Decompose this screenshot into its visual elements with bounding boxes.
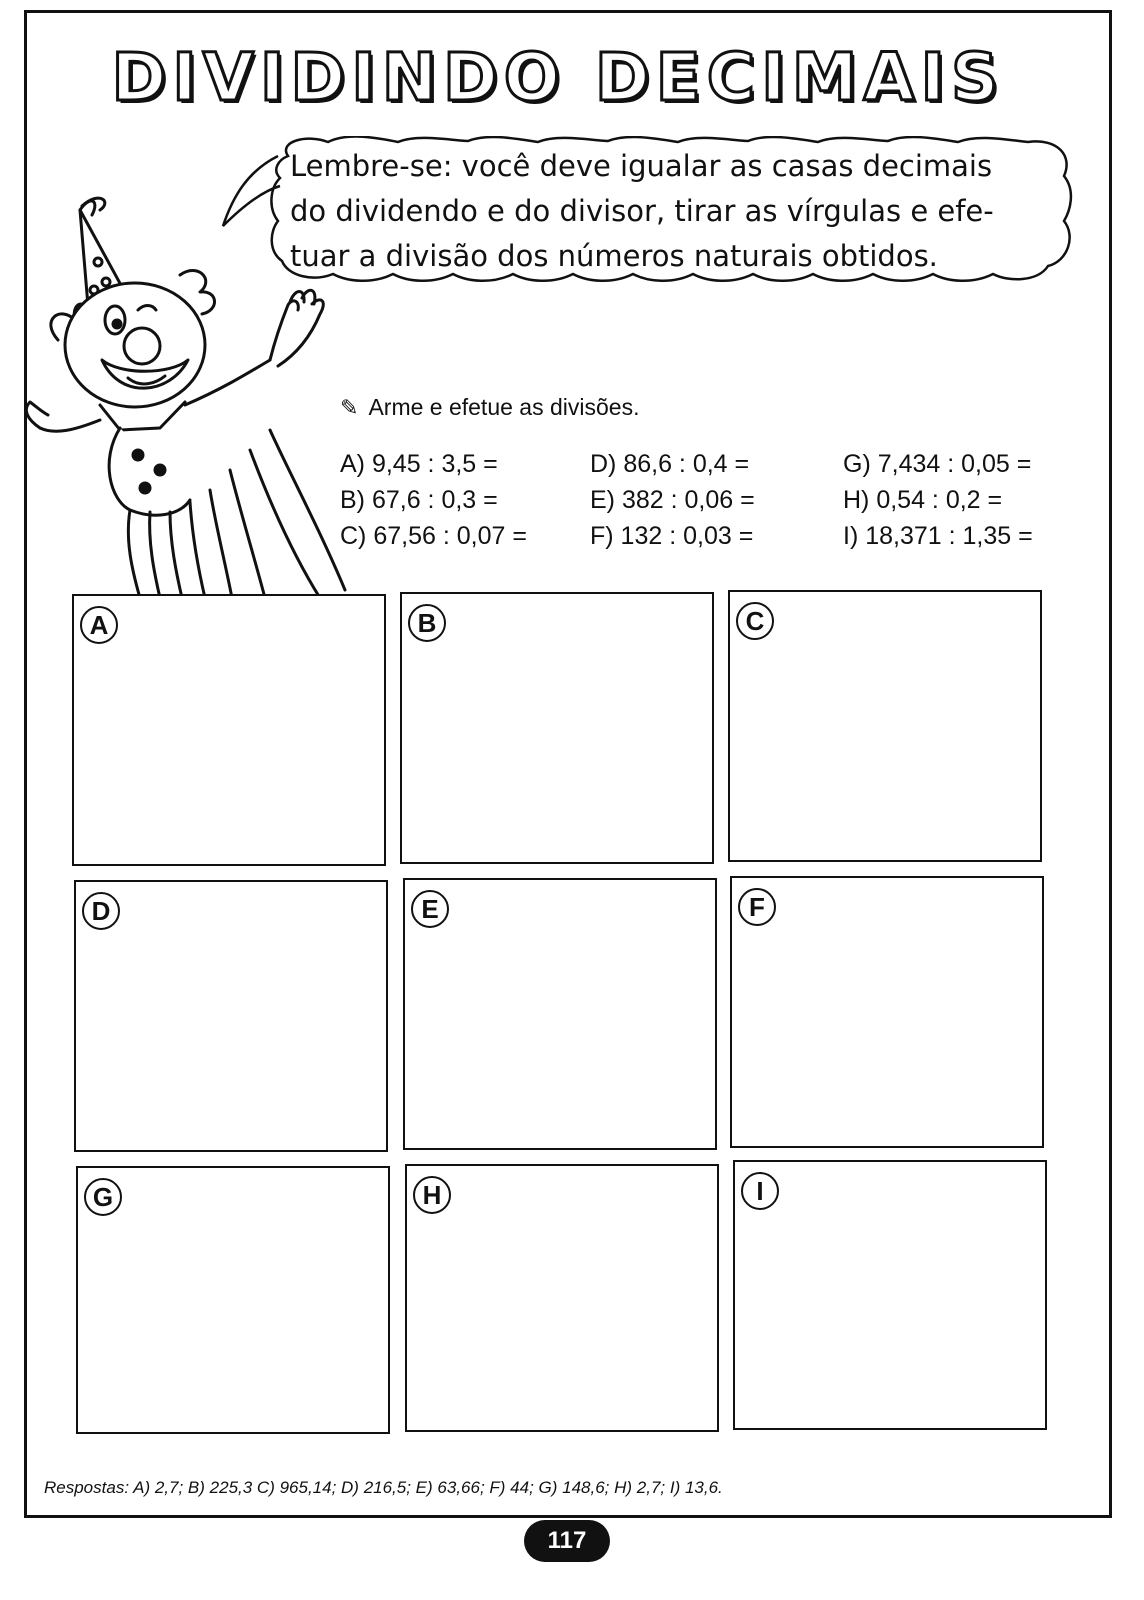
- problems-column-1: [340, 446, 527, 554]
- title-text: DIVIDINDO DECIMAIS: [111, 38, 1005, 116]
- reminder-text: [290, 144, 1060, 279]
- instruction-text: Arme e efetue as divisões.: [368, 394, 640, 420]
- badge-f: F: [738, 888, 776, 926]
- answer-box-c[interactable]: [728, 590, 1042, 862]
- answer-box-i[interactable]: [733, 1160, 1047, 1430]
- answers-key: Respostas: A) 2,7; B) 225,3 C) 965,14; D) 216,5; E) 63,66; F) 44; G) 148,6; H) 2,7; I) 13,6.: [44, 1478, 723, 1497]
- problem-h: H) 0,54 : 0,2 =: [843, 486, 1003, 514]
- problems-column-2: [590, 446, 755, 554]
- reminder-line-3: tuar a divisão dos números naturais obtidos.: [290, 239, 938, 273]
- answer-box-f[interactable]: [730, 876, 1044, 1148]
- page-number: 117: [524, 1520, 610, 1562]
- problem-d: D) 86,6 : 0,4 =: [590, 450, 750, 478]
- problem-e: E) 382 : 0,06 =: [590, 486, 755, 514]
- badge-g: G: [84, 1178, 122, 1216]
- badge-c: C: [736, 602, 774, 640]
- badge-h: H: [413, 1176, 451, 1214]
- badge-a: A: [80, 606, 118, 644]
- badge-d: D: [82, 892, 120, 930]
- problem-f: F) 132 : 0,03 =: [590, 522, 754, 550]
- reminder-bubble: [268, 136, 1078, 286]
- badge-i: I: [741, 1172, 779, 1210]
- problem-i: I) 18,371 : 1,35 =: [843, 522, 1033, 550]
- instruction: [340, 394, 639, 421]
- problem-b: B) 67,6 : 0,3 =: [340, 486, 498, 514]
- reminder-line-2: do dividendo e do divisor, tirar as vírgulas e efe-: [290, 194, 994, 228]
- badge-e: E: [411, 890, 449, 928]
- answer-box-d[interactable]: [74, 880, 388, 1152]
- answer-box-h[interactable]: [405, 1164, 719, 1432]
- answer-box-b[interactable]: [400, 592, 714, 864]
- answer-box-g[interactable]: [76, 1166, 390, 1434]
- page-title: [111, 38, 1005, 116]
- answer-box-e[interactable]: [403, 878, 717, 1150]
- problem-g: G) 7,434 : 0,05 =: [843, 450, 1032, 478]
- pencil-icon: ✎: [340, 394, 359, 420]
- problems-column-3: [843, 446, 1033, 554]
- badge-b: B: [408, 604, 446, 642]
- reminder-line-1: Lembre-se: você deve igualar as casas decimais: [290, 149, 993, 183]
- problem-c: C) 67,56 : 0,07 =: [340, 522, 527, 550]
- problem-a: A) 9,45 : 3,5 =: [340, 450, 498, 478]
- answer-box-a[interactable]: [72, 594, 386, 866]
